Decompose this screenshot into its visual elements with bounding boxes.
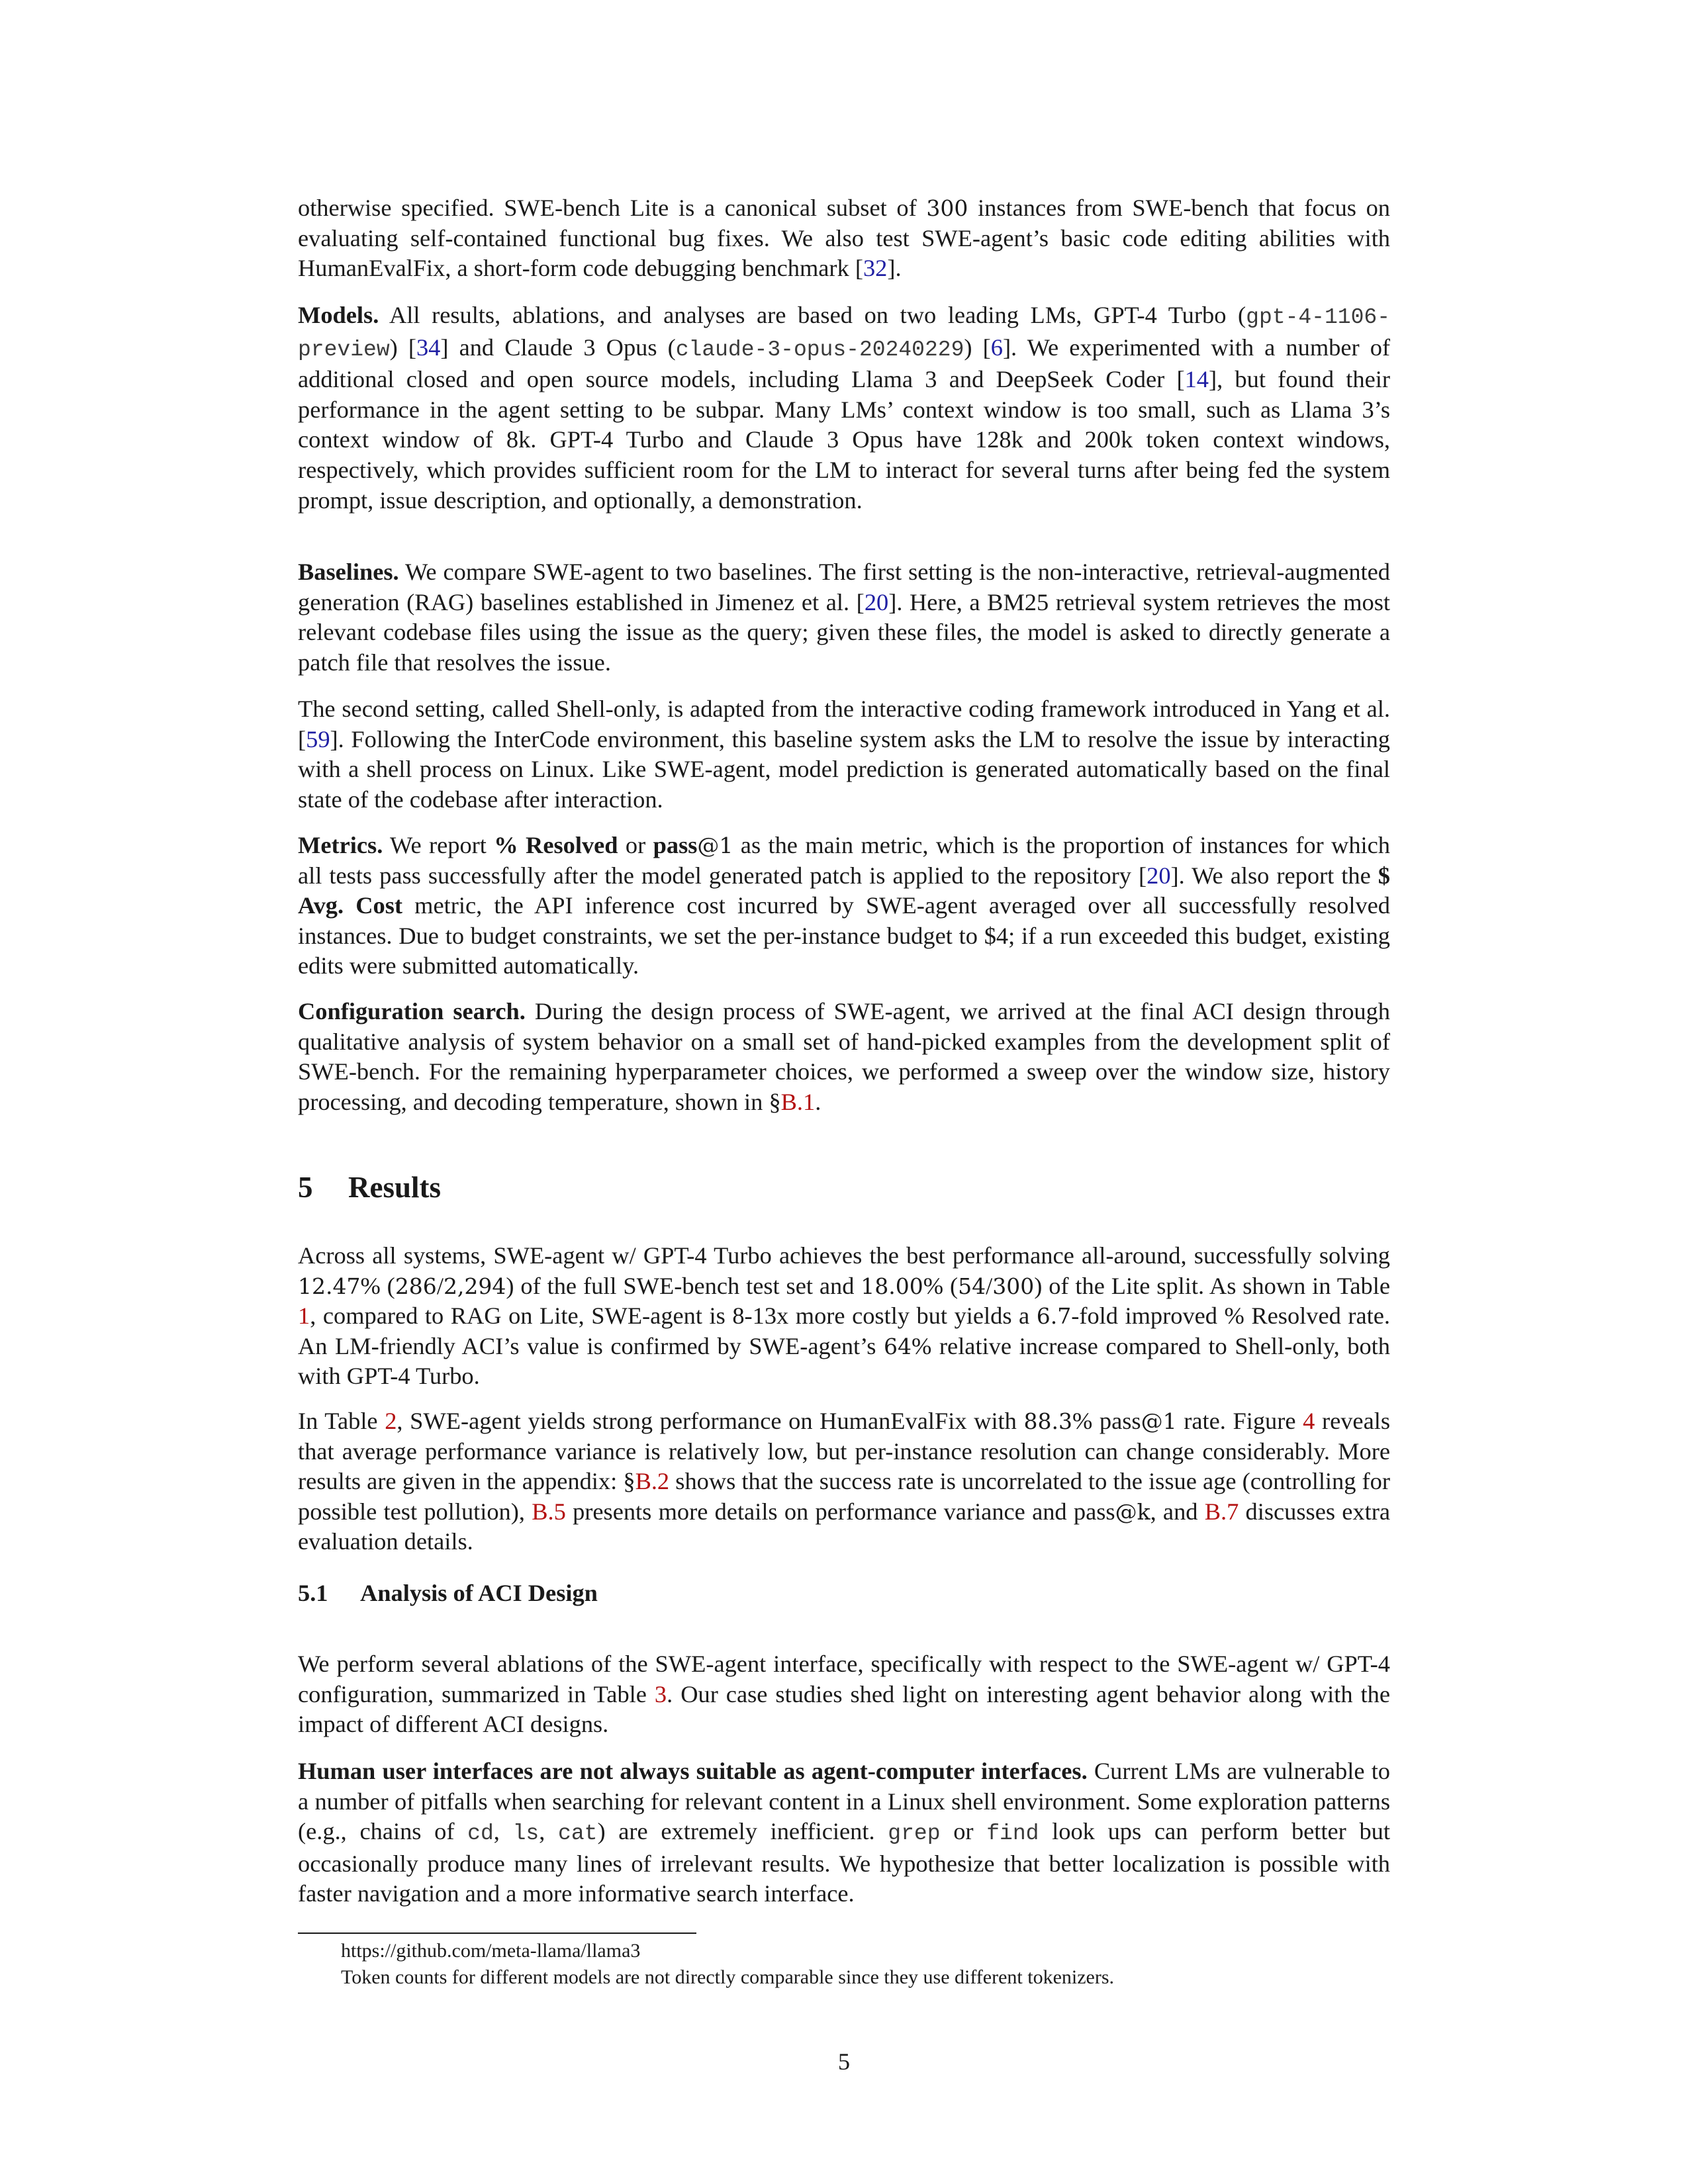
citation-link[interactable]: 32 <box>863 255 888 282</box>
paragraph-shell-only <box>298 694 1390 815</box>
number: 6.7 <box>1036 1303 1072 1330</box>
paragraph-results-overview <box>298 1241 1390 1392</box>
number: 54 <box>958 1273 986 1299</box>
number: 286 <box>395 1273 437 1299</box>
footnote-token-counts: Token counts for different models are not directly comparable since they use different tokenizers. <box>341 1966 1115 1988</box>
figure-link[interactable]: 4 <box>1303 1408 1315 1434</box>
table-link[interactable]: 3 <box>654 1680 667 1707</box>
section-heading <box>298 1169 441 1206</box>
paragraph-text: Metrics. We report % Resolved or pass@1 as the main metric, which is the proportion of instances for which all tests pass successfully after the model generated patch is applied to the repository [20]. We also report the $ Avg. Cost metric, the API inference cost incurred by SWE-agent averaged over all successfully resolved instances. Due to budget constraints, we set the per-instance budget to $4; if a run exceeded this budget, existing edits were submitted automatically. <box>298 832 1390 979</box>
section-number: 5 <box>298 1171 313 1204</box>
paragraph-human-interfaces <box>298 1756 1390 1909</box>
subsection-title: Analysis of ACI Design <box>360 1580 598 1606</box>
footnote-llama3-url[interactable]: https://github.com/meta-llama/llama3 <box>341 1940 641 1962</box>
paragraph-metrics <box>298 831 1390 981</box>
paragraph-heading: Human user interfaces are not always suitable as agent-computer interfaces. <box>298 1758 1088 1784</box>
number: 18.00 <box>861 1273 923 1299</box>
metric-name: $ Avg. Cost <box>298 862 1390 919</box>
subsection-heading <box>298 1578 598 1608</box>
inline-code: grep <box>888 1821 941 1846</box>
number: 300 <box>926 195 968 221</box>
inline-code: cat <box>558 1821 598 1846</box>
subsection-number: 5.1 <box>298 1580 328 1606</box>
citation-link[interactable]: 20 <box>1147 862 1171 889</box>
citation-link[interactable]: 34 <box>416 334 441 361</box>
number: 64 <box>884 1333 912 1359</box>
paragraph-results-humanevalfix <box>298 1406 1390 1557</box>
inline-code: gpt-4-1106-preview <box>298 305 1390 362</box>
inline-code: ls <box>512 1821 539 1846</box>
appendix-link[interactable]: B.2 <box>635 1468 670 1495</box>
citation-link[interactable]: 6 <box>990 334 1003 361</box>
paragraph-text: otherwise specified. SWE-bench Lite is a canonical subset of 300 instances from SWE-bench that focus on evaluating self-contained functional bug fixes. We also test SWE-agent’s basic code editing abilities with HumanEvalFix, a short-form code debugging benchmark [32]. <box>298 195 1390 282</box>
citation-link[interactable]: 14 <box>1184 366 1209 393</box>
paragraph-heading: Models. <box>298 302 379 328</box>
paragraph-configuration-search <box>298 997 1390 1117</box>
paragraph-text: Human user interfaces are not always suitable as agent-computer interfaces. Current LMs are vulnerable to a number of pitfalls when searching for relevant content in a Linux shell environment. Some exploration patterns (e.g., chains of cd, ls, cat) are extremely inefficient. grep or find look ups can perform better but occasionally produce many lines of irrelevant results. We hypothesize that better localization is possible with faster navigation and a more informative search interface. <box>298 1758 1390 1907</box>
number: 300 <box>992 1273 1035 1299</box>
paragraph-heading: Metrics. <box>298 832 383 858</box>
paragraph-text: We perform several ablations of the SWE-agent interface, specifically with respect to the SWE-agent w/ GPT-4 configuration, summarized in Table 3. Our case studies shed light on interesting agent behavior along with the impact of different ACI designs. <box>298 1651 1391 1738</box>
paragraph-text: Baselines. We compare SWE-agent to two baselines. The first setting is the non-interactive, retrieval-augmented generation (RAG) baselines established in Jimenez et al. [20]. Here, a BM25 retrieval system retrieves the most relevant codebase files using the issue as the query; given these files, the model is asked to directly generate a patch file that resolves the issue. <box>298 559 1390 676</box>
appendix-link[interactable]: B.1 <box>780 1088 816 1115</box>
page-number: 5 <box>837 2048 851 2075</box>
math-inline: @1 <box>1141 1408 1177 1434</box>
citation-link[interactable]: 20 <box>864 588 889 615</box>
paragraph-text: The second setting, called Shell-only, is adapted from the interactive coding framework introduced in Yang et al. [59]. Following the InterCode environment, this baseline system asks the LM to resolve the issue by interacting with a shell process on Linux. Like SWE-agent, model prediction is generated automatically based on the final state of the codebase after interaction. <box>298 696 1390 813</box>
paragraph-models <box>298 300 1390 516</box>
footnote-rule <box>298 1933 696 1934</box>
paragraph-text: Configuration search. During the design process of SWE-agent, we arrived at the final ACI design through qualitative analysis of system behavior on a small set of hand-picked examples from the development split of SWE-bench. For the remaining hyperparameter choices, we performed a sweep over the window size, history processing, and decoding temperature, shown in §B.1. <box>298 998 1390 1115</box>
appendix-link[interactable]: B.7 <box>1204 1498 1239 1525</box>
appendix-link[interactable]: B.5 <box>532 1498 566 1525</box>
math-inline: @k <box>1115 1498 1150 1525</box>
paragraph-heading: Configuration search. <box>298 998 526 1024</box>
paragraph-text: Across all systems, SWE-agent w/ GPT-4 Turbo achieves the best performance all-around, successfully solving 12.47% (286/2,294) of the full SWE-bench test set and 18.00% (54/300) of the Lite split. As shown in Table 1, compared to RAG on Lite, SWE-agent is 8-13x more costly but yields a 6.7-fold improved % Resolved rate. An LM-friendly ACI’s value is confirmed by SWE-agent’s 64% relative increase compared to Shell-only, both with GPT-4 Turbo. <box>298 1242 1391 1390</box>
paragraph-text: Models. All results, ablations, and analyses are based on two leading LMs, GPT-4 Turbo (gpt-4-1106-preview) [34] and Claude 3 Opus (claude-3-opus-20240229) [6]. We experimented with a number of additional closed and open source models, including Llama 3 and DeepSeek Coder [14], but found their performance in the agent setting to be subpar. Many LMs’ context window is too small, such as Llama 3’s context window of 8k. GPT-4 Turbo and Claude 3 Opus have 128k and 200k token context windows, respectively, which provides sufficient room for the LM to interact for several turns after being fed the system prompt, issue description, and optionally, a demonstration. <box>298 302 1391 514</box>
table-link[interactable]: 2 <box>385 1408 397 1434</box>
paragraph-benchmark-intro <box>298 193 1390 284</box>
paragraph-baselines <box>298 557 1390 678</box>
citation-link[interactable]: 59 <box>306 725 330 752</box>
inline-code: claude-3-opus-20240229 <box>675 337 964 362</box>
section-title: Results <box>348 1171 442 1204</box>
paragraph-ablations <box>298 1649 1390 1740</box>
number: 2,294 <box>443 1273 506 1299</box>
paragraph-heading: Baselines. <box>298 559 399 585</box>
metric-name: pass <box>653 832 698 858</box>
paragraph-text: In Table 2, SWE-agent yields strong performance on HumanEvalFix with 88.3% pass@1 rate. Figure 4 reveals that average performance variance is relatively low, but per-instance resolution can change considerably. More results are given in the appendix: §B.2 shows that the success rate is uncorrelated to the issue age (controlling for possible test pollution), B.5 presents more details on performance variance and pass@k, and B.7 discusses extra evaluation details. <box>298 1408 1390 1555</box>
inline-code: find <box>986 1821 1039 1846</box>
math-inline: @1 <box>697 833 733 858</box>
number: 88.3 <box>1023 1408 1072 1434</box>
metric-name: % Resolved <box>494 832 618 858</box>
table-link[interactable]: 1 <box>298 1302 310 1330</box>
number: 12.47 <box>298 1273 361 1299</box>
inline-code: cd <box>467 1821 494 1846</box>
